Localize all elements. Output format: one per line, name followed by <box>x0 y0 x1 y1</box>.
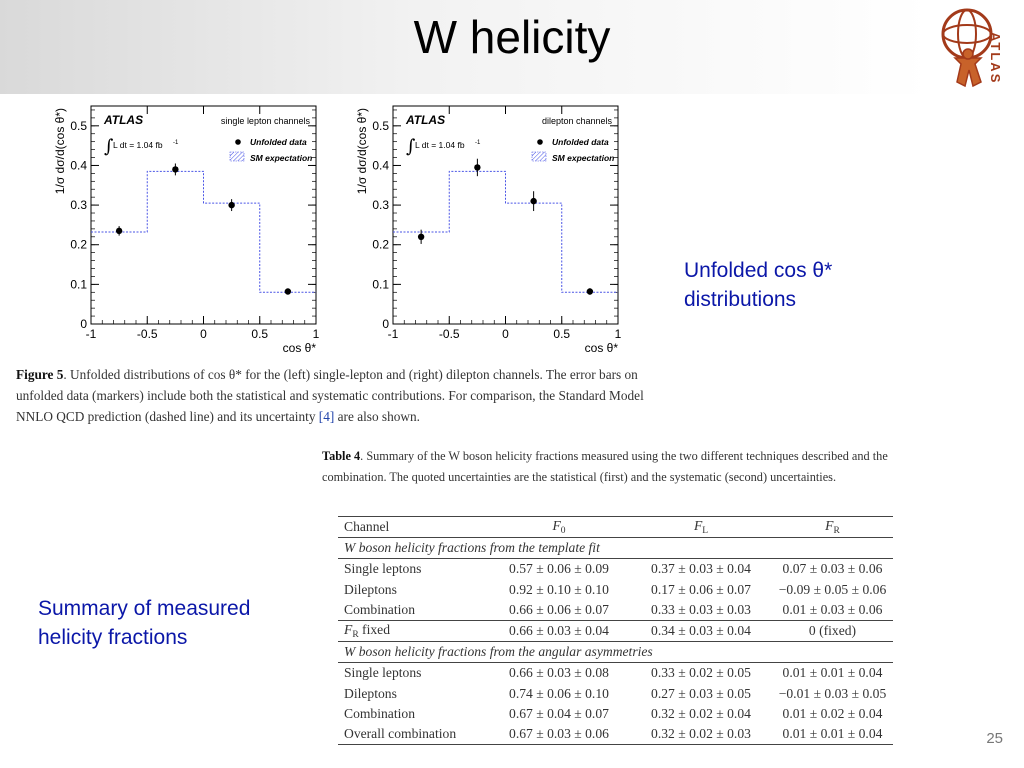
fixed-symbol: F <box>344 622 353 638</box>
fixed-rest: fixed <box>358 622 390 638</box>
header-channel: Channel <box>338 517 488 538</box>
cell-fl: 0.33 ± 0.03 ± 0.03 <box>630 600 772 621</box>
logo-text: ATLAS <box>988 32 1003 85</box>
header-f0 <box>488 517 630 538</box>
cell-fl: 0.27 ± 0.03 ± 0.05 <box>651 685 751 701</box>
y-tick-label: 0.3 <box>372 198 389 213</box>
legend-label-sm: SM expectation <box>250 153 313 163</box>
page-number: 25 <box>986 730 1003 747</box>
legend-marker-data <box>537 139 543 145</box>
cell-fl: 0.37 ± 0.03 ± 0.04 <box>651 561 751 577</box>
header-sub: 0 <box>560 526 566 537</box>
y-tick-label: 0.5 <box>70 118 87 133</box>
cell-channel: Combination <box>338 600 488 621</box>
lumi-label: L dt = 1.04 fb <box>415 140 465 150</box>
plot-single-lepton <box>50 98 340 363</box>
cell-channel: Dileptons <box>344 581 397 597</box>
cell-f0: 0.66 ± 0.03 ± 0.08 <box>509 665 609 681</box>
data-point <box>172 166 178 172</box>
chart-dilepton <box>352 98 642 358</box>
fixed-sub: R <box>352 630 359 641</box>
cell-f0: 0.67 ± 0.03 ± 0.06 <box>488 724 630 745</box>
table-row <box>338 580 893 600</box>
table-row-fr-fixed <box>338 620 893 641</box>
y-tick-label: 0.2 <box>372 237 389 252</box>
table-caption <box>322 446 914 488</box>
results-table-wrap <box>338 516 893 745</box>
citation-link[interactable]: [4] <box>318 409 335 424</box>
cell-channel: Dileptons <box>344 685 397 701</box>
data-point <box>530 198 536 204</box>
note-line: helicity fractions <box>38 626 188 649</box>
data-point <box>116 228 122 234</box>
data-point <box>474 164 480 170</box>
cell-fr: 0.01 ± 0.02 ± 0.04 <box>782 705 883 721</box>
table-row <box>338 684 893 704</box>
lumi-exponent: -1 <box>475 140 481 146</box>
table-row <box>338 704 893 724</box>
y-tick-label: 0.1 <box>70 277 87 292</box>
legend-marker-sm <box>532 152 546 161</box>
x-axis-label: cos θ* <box>584 341 618 355</box>
header-sub: R <box>833 526 840 537</box>
note-unfolded-distributions <box>684 256 832 314</box>
x-axis-label: cos θ* <box>282 341 316 355</box>
cell-fl: 0.33 ± 0.02 ± 0.05 <box>651 665 751 681</box>
header-sub: L <box>702 526 709 537</box>
y-tick-label: 0.4 <box>70 158 87 173</box>
legend-marker-data <box>235 139 241 145</box>
cell-fr: 0 (fixed) <box>772 620 893 641</box>
x-tick-label: -1 <box>387 327 399 341</box>
header-fr <box>772 517 893 538</box>
legend-marker-sm <box>230 152 244 161</box>
cell-f0: 0.92 ± 0.10 ± 0.10 <box>509 581 609 597</box>
figure-label: Figure 5 <box>16 367 64 382</box>
legend-label-sm: SM expectation <box>552 153 615 163</box>
legend-label-data: Unfolded data <box>250 137 307 147</box>
section-title-template-fit: W boson helicity fractions from the template fit <box>338 538 893 559</box>
channel-label: dilepton channels <box>541 116 612 126</box>
table-row-overall <box>338 724 893 745</box>
note-line: Unfolded cos θ* <box>684 259 833 282</box>
cell-f0: 0.74 ± 0.06 ± 0.10 <box>509 685 609 701</box>
note-summary-fractions <box>38 594 250 652</box>
cell-fr: 0.07 ± 0.03 ± 0.06 <box>782 561 883 577</box>
cell-fr: 0.01 ± 0.03 ± 0.06 <box>772 600 893 621</box>
figure-caption <box>16 364 652 427</box>
x-tick-label: 0.5 <box>251 327 269 341</box>
cell-channel <box>338 620 488 641</box>
cell-fl: 0.34 ± 0.03 ± 0.04 <box>630 620 772 641</box>
y-tick-label: 0 <box>382 317 389 331</box>
y-axis-label: 1/σ dσ/d(cos θ*) <box>53 108 67 195</box>
table-caption-text: . Summary of the W boson helicity fractions measured using the two different techniques described and the combination. The quoted uncertainties are the statistical (first) and the systematic (second) uncertainties. <box>322 449 888 484</box>
y-tick-label: 0.4 <box>372 158 389 173</box>
cell-fl: 0.32 ± 0.02 ± 0.04 <box>651 705 751 721</box>
figure-caption-text: . Unfolded distributions of cos θ* for the (left) single-lepton and (right) dilepton channels. The error bars on unfolded data (markers) include both the statistical and systematic contributions. For comparison, the Standard Model NNLO QCD prediction (dashed line) and its uncertainty <box>16 367 644 424</box>
atlas-logo <box>933 4 1021 92</box>
data-point <box>418 234 424 240</box>
table-label: Table 4 <box>322 449 361 463</box>
results-table <box>338 516 893 745</box>
sm-expectation-line <box>393 171 618 292</box>
x-tick-label: -0.5 <box>438 327 460 341</box>
x-tick-label: 0 <box>502 327 509 341</box>
table-section-row <box>338 538 893 559</box>
cell-f0: 0.66 ± 0.06 ± 0.07 <box>488 600 630 621</box>
header-symbol: F <box>693 518 703 534</box>
cell-fr: 0.01 ± 0.01 ± 0.04 <box>782 665 883 681</box>
integral-sign: ∫ <box>406 136 416 157</box>
channel-label: single lepton channels <box>220 116 310 126</box>
header-fl <box>630 517 772 538</box>
cell-fl: 0.32 ± 0.02 ± 0.03 <box>630 724 772 745</box>
cell-f0: 0.67 ± 0.04 ± 0.07 <box>509 705 609 721</box>
figure-caption-end: are also shown. <box>334 409 420 424</box>
cell-fr: −0.01 ± 0.03 ± 0.05 <box>778 685 887 701</box>
x-tick-label: 0.5 <box>553 327 571 341</box>
legend-label-data: Unfolded data <box>552 137 609 147</box>
note-line: Summary of measured <box>38 597 251 620</box>
table-row <box>338 663 893 684</box>
y-tick-label: 0 <box>80 317 87 331</box>
note-line: distributions <box>684 288 797 311</box>
cell-channel: Single leptons <box>344 665 422 681</box>
cell-f0: 0.66 ± 0.03 ± 0.04 <box>488 620 630 641</box>
x-tick-label: -0.5 <box>136 327 158 341</box>
cell-channel: Single leptons <box>344 561 422 577</box>
x-tick-label: 0 <box>200 327 207 341</box>
x-tick-label: 1 <box>614 327 622 341</box>
y-tick-label: 0.5 <box>372 118 389 133</box>
cell-fr: −0.09 ± 0.05 ± 0.06 <box>778 581 887 597</box>
lumi-label: L dt = 1.04 fb <box>113 140 163 150</box>
header-symbol: F <box>552 518 561 534</box>
table-row <box>338 559 893 580</box>
data-point <box>228 202 234 208</box>
table-header-row <box>338 517 893 538</box>
chart-single-lepton <box>50 98 340 358</box>
data-point <box>285 288 291 294</box>
integral-sign: ∫ <box>104 136 114 157</box>
y-tick-label: 0.2 <box>70 237 87 252</box>
plot-dilepton <box>352 98 642 363</box>
cell-f0: 0.57 ± 0.06 ± 0.09 <box>509 561 609 577</box>
y-tick-label: 0.3 <box>70 198 87 213</box>
header-symbol: F <box>825 518 834 534</box>
x-tick-label: 1 <box>312 327 320 341</box>
table-row <box>338 600 893 621</box>
experiment-label: ATLAS <box>104 113 144 127</box>
cell-fr: 0.01 ± 0.01 ± 0.04 <box>772 724 893 745</box>
y-tick-label: 0.1 <box>372 277 389 292</box>
y-axis-label: 1/σ dσ/d(cos θ*) <box>355 108 369 195</box>
data-point <box>587 288 593 294</box>
sm-expectation-line <box>91 171 316 292</box>
cell-channel: Combination <box>344 705 415 721</box>
cell-channel: Overall combination <box>338 724 488 745</box>
slide-title: W helicity <box>413 11 611 63</box>
x-tick-label: -1 <box>85 327 97 341</box>
cell-fl: 0.17 ± 0.06 ± 0.07 <box>651 581 751 597</box>
lumi-exponent: -1 <box>173 140 179 146</box>
experiment-label: ATLAS <box>406 113 446 127</box>
atlas-figure-icon <box>933 4 1021 92</box>
section-title-angular-asymmetries: W boson helicity fractions from the angular asymmetries <box>338 642 893 663</box>
table-section-row <box>338 642 893 663</box>
